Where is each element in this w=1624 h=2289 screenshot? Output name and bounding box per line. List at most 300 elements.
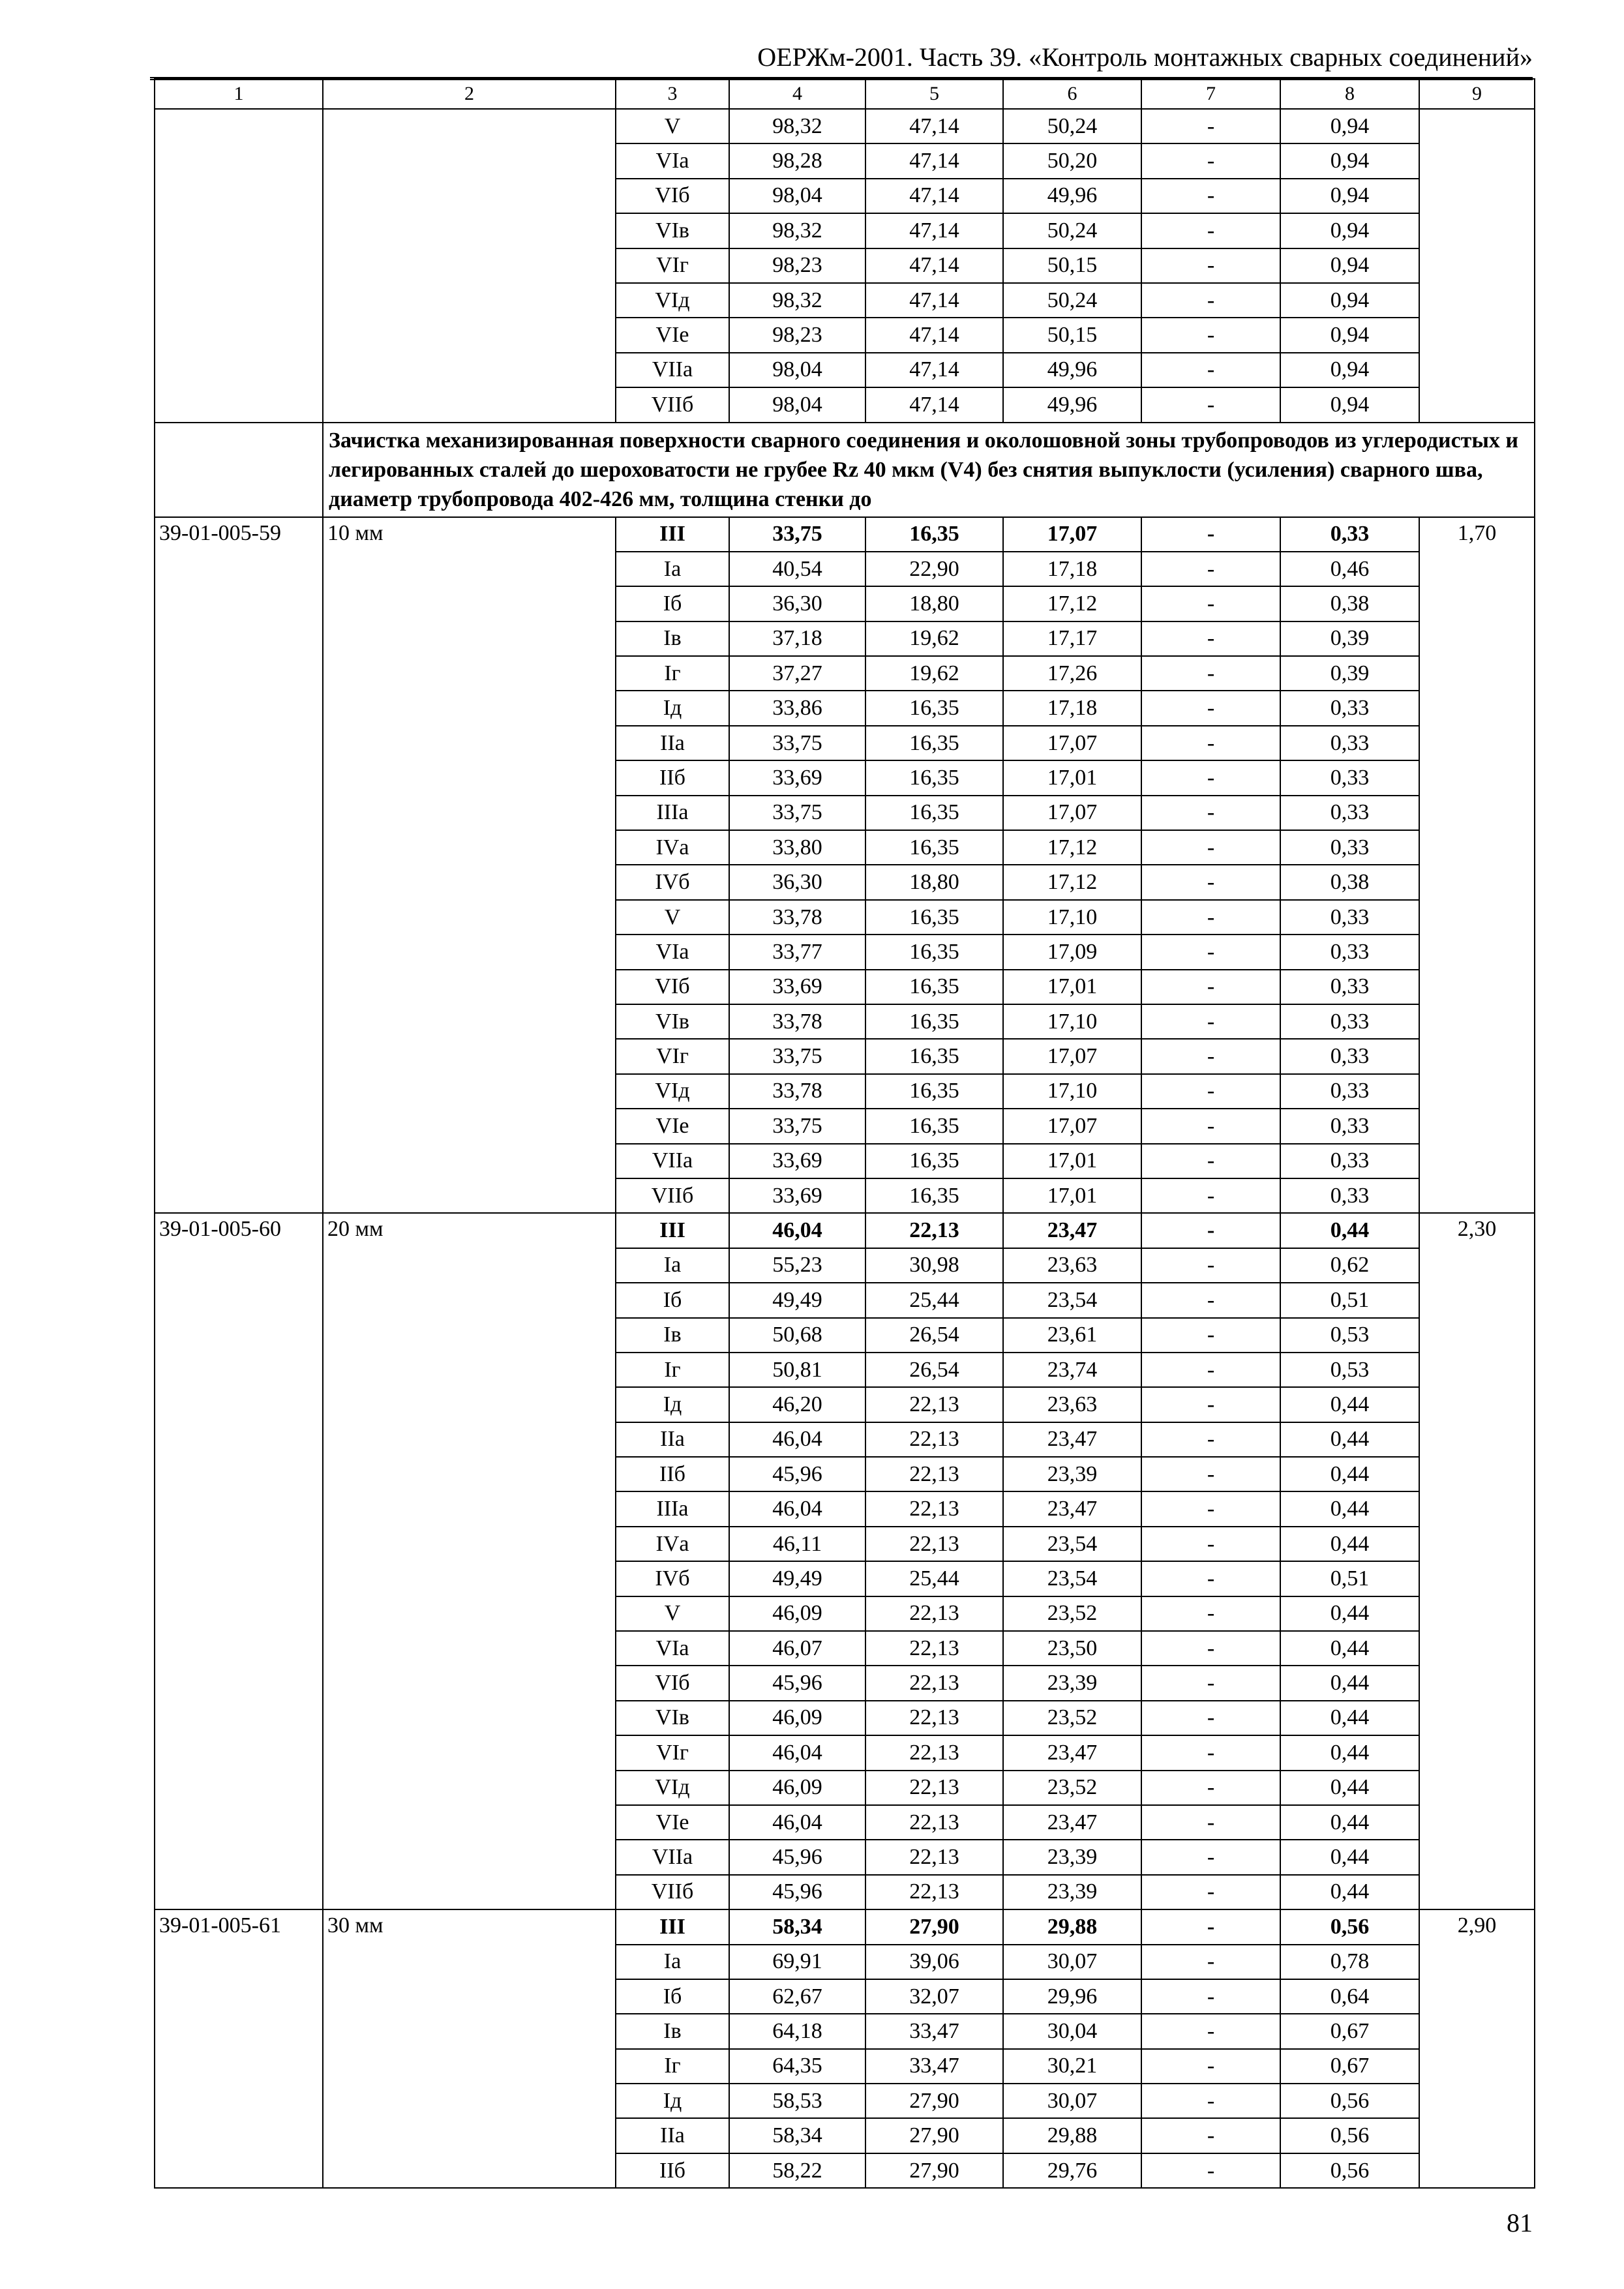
table-cell: III — [616, 1213, 729, 1248]
column-number: 9 — [1419, 79, 1535, 109]
table-cell: 0,33 — [1280, 760, 1419, 795]
table-cell: 49,49 — [729, 1561, 865, 1596]
table-cell: - — [1141, 1318, 1280, 1353]
table-cell: 27,90 — [865, 2118, 1003, 2153]
table-cell: - — [1141, 1283, 1280, 1317]
table-cell: - — [1141, 796, 1280, 830]
item-rate: 1,70 — [1419, 517, 1535, 1214]
table-cell: - — [1141, 1004, 1280, 1039]
table-cell: 33,75 — [729, 1039, 865, 1073]
table-cell: 36,30 — [729, 865, 865, 899]
table-cell: 46,07 — [729, 1631, 865, 1666]
table-cell: VIа — [616, 1631, 729, 1666]
table-cell: Iг — [616, 656, 729, 691]
table-cell: 46,04 — [729, 1491, 865, 1526]
table-cell: 29,76 — [1003, 2153, 1141, 2188]
table-cell: 0,33 — [1280, 970, 1419, 1004]
table-row — [155, 1213, 1535, 1248]
item-rate: 2,90 — [1419, 1909, 1535, 2188]
table-cell: 50,68 — [729, 1318, 865, 1353]
table-row — [155, 1909, 1535, 1944]
table-cell: 0,38 — [1280, 586, 1419, 621]
table-cell: - — [1141, 1248, 1280, 1283]
table-cell: 23,39 — [1003, 1457, 1141, 1491]
table-cell: 64,35 — [729, 2049, 865, 2084]
table-cell: VIв — [616, 1701, 729, 1735]
table-cell: 0,44 — [1280, 1701, 1419, 1735]
table-cell: - — [1141, 1596, 1280, 1631]
table-cell: 22,13 — [865, 1213, 1003, 1248]
table-cell: 50,15 — [1003, 318, 1141, 352]
table-cell: VIIб — [616, 387, 729, 422]
table-cell: 22,13 — [865, 1701, 1003, 1735]
table-cell: 0,64 — [1280, 1979, 1419, 2014]
table-cell: - — [1141, 760, 1280, 795]
table-cell: Iб — [616, 1283, 729, 1317]
table-cell: 17,01 — [1003, 760, 1141, 795]
table-cell: 17,01 — [1003, 970, 1141, 1004]
table-cell: 17,10 — [1003, 1004, 1141, 1039]
table-cell: 22,13 — [865, 1735, 1003, 1770]
table-cell: 49,96 — [1003, 179, 1141, 213]
table-cell: 0,94 — [1280, 213, 1419, 248]
table-cell: 98,23 — [729, 248, 865, 283]
table-cell: 23,47 — [1003, 1735, 1141, 1770]
item-code: 39-01-005-59 — [155, 517, 323, 1214]
table-cell: 22,13 — [865, 1631, 1003, 1666]
column-number-row — [155, 79, 1535, 109]
table-cell: Iв — [616, 1318, 729, 1353]
table-cell: IIб — [616, 1457, 729, 1491]
table-cell: 16,35 — [865, 1039, 1003, 1073]
item-size: 30 мм — [323, 1909, 616, 2188]
table-cell: - — [1141, 2049, 1280, 2084]
column-number: 4 — [729, 79, 865, 109]
table-cell: 17,12 — [1003, 830, 1141, 865]
table-cell: 33,78 — [729, 1004, 865, 1039]
table-cell: 23,47 — [1003, 1422, 1141, 1457]
table-cell: 16,35 — [865, 970, 1003, 1004]
table-cell: 33,77 — [729, 935, 865, 969]
table-cell: 62,67 — [729, 1979, 865, 2014]
table-cell: 0,44 — [1280, 1422, 1419, 1457]
column-number: 5 — [865, 79, 1003, 109]
table-cell: 0,94 — [1280, 283, 1419, 318]
table-cell: 0,33 — [1280, 830, 1419, 865]
table-cell: - — [1141, 656, 1280, 691]
table-cell: - — [1141, 1074, 1280, 1109]
section-title: Зачистка механизированная поверхности сварного соединения и околошовной зоны трубопроводов из углеродистых и легированных сталей до шероховатости не грубее Rz 40 мкм (V4) без снятия выпуклости (усиления) сварного шва, диаметр трубопровода 402-426 мм, толщина стенки до — [323, 423, 1535, 517]
table-cell: 23,63 — [1003, 1387, 1141, 1422]
table-cell: VIе — [616, 1805, 729, 1840]
table-cell: 0,33 — [1280, 726, 1419, 760]
table-cell: 22,13 — [865, 1596, 1003, 1631]
table-cell: 0,94 — [1280, 318, 1419, 352]
table-cell: 30,04 — [1003, 2014, 1141, 2048]
table-cell: 0,53 — [1280, 1318, 1419, 1353]
table-cell: 17,26 — [1003, 656, 1141, 691]
table-cell: 98,32 — [729, 109, 865, 143]
table-cell: 0,33 — [1280, 1144, 1419, 1178]
table-cell: - — [1141, 935, 1280, 969]
table-cell: 0,33 — [1280, 1074, 1419, 1109]
table-cell: 33,69 — [729, 970, 865, 1004]
table-cell: IVб — [616, 1561, 729, 1596]
table-cell: III — [616, 1909, 729, 1944]
table-cell: VIд — [616, 283, 729, 318]
table-cell: 0,44 — [1280, 1840, 1419, 1874]
table-cell: - — [1141, 970, 1280, 1004]
table-cell: 46,04 — [729, 1805, 865, 1840]
table-cell: - — [1141, 1422, 1280, 1457]
table-cell: 50,24 — [1003, 109, 1141, 143]
table-cell: 17,07 — [1003, 517, 1141, 552]
table-cell: VIе — [616, 318, 729, 352]
table-cell: VIб — [616, 1666, 729, 1700]
table-cell: 37,18 — [729, 621, 865, 656]
table-cell: Iд — [616, 1387, 729, 1422]
table-cell: 0,44 — [1280, 1666, 1419, 1700]
table-cell: 23,54 — [1003, 1527, 1141, 1561]
table-cell: Iд — [616, 691, 729, 725]
table-cell: 58,53 — [729, 2084, 865, 2118]
table-cell: V — [616, 1596, 729, 1631]
table-cell: 16,35 — [865, 691, 1003, 725]
table-cell: 55,23 — [729, 1248, 865, 1283]
table-cell: 16,35 — [865, 1004, 1003, 1039]
table-cell: V — [616, 900, 729, 935]
table-cell: 30,07 — [1003, 1945, 1141, 1979]
table-cell: 58,34 — [729, 1909, 865, 1944]
table-cell: III — [616, 517, 729, 552]
table-cell: 0,53 — [1280, 1353, 1419, 1387]
table-cell: - — [1141, 830, 1280, 865]
table-cell: 98,32 — [729, 283, 865, 318]
table-cell: 27,90 — [865, 2153, 1003, 2188]
column-number: 3 — [616, 79, 729, 109]
table-cell: 23,74 — [1003, 1353, 1141, 1387]
item-code: 39-01-005-61 — [155, 1909, 323, 2188]
table-cell: VIг — [616, 1735, 729, 1770]
table-cell: 0,94 — [1280, 109, 1419, 143]
table-cell: IIIа — [616, 1491, 729, 1526]
table-cell: 17,01 — [1003, 1144, 1141, 1178]
table-cell: 50,20 — [1003, 143, 1141, 178]
table-cell: 0,67 — [1280, 2014, 1419, 2048]
table-cell: - — [1141, 1805, 1280, 1840]
table-cell: 50,81 — [729, 1353, 865, 1387]
table-cell: V — [616, 109, 729, 143]
table-cell: 22,13 — [865, 1457, 1003, 1491]
table-cell: - — [1141, 248, 1280, 283]
table-row — [155, 517, 1535, 552]
table-cell: 17,10 — [1003, 900, 1141, 935]
table-cell: - — [1141, 1527, 1280, 1561]
table-cell: VIд — [616, 1771, 729, 1805]
table-row — [155, 109, 1535, 143]
table-cell: 33,75 — [729, 1109, 865, 1143]
table-cell: 98,04 — [729, 179, 865, 213]
table-cell: 0,44 — [1280, 1387, 1419, 1422]
table-cell: 0,46 — [1280, 552, 1419, 586]
table-cell: 46,04 — [729, 1735, 865, 1770]
table-cell: Iб — [616, 586, 729, 621]
item-code: 39-01-005-60 — [155, 1213, 323, 1909]
table-cell: - — [1141, 318, 1280, 352]
table-cell: VIIа — [616, 353, 729, 387]
table-cell: IIа — [616, 726, 729, 760]
table-cell: 0,44 — [1280, 1735, 1419, 1770]
table-cell: 26,54 — [865, 1318, 1003, 1353]
table-cell: 98,23 — [729, 318, 865, 352]
page-header: ОЕРЖм-2001. Часть 39. «Контроль монтажных сварных соединений» — [150, 38, 1533, 80]
table-cell: 30,98 — [865, 1248, 1003, 1283]
table-cell: 0,33 — [1280, 1109, 1419, 1143]
table-cell: 50,24 — [1003, 213, 1141, 248]
table-cell: IIIа — [616, 796, 729, 830]
table-cell: 0,94 — [1280, 387, 1419, 422]
table-cell: 17,01 — [1003, 1178, 1141, 1213]
table-cell: Iб — [616, 1979, 729, 2014]
table-cell: - — [1141, 1457, 1280, 1491]
table-cell: 25,44 — [865, 1561, 1003, 1596]
table-cell: 98,04 — [729, 387, 865, 422]
table-cell: 0,56 — [1280, 2153, 1419, 2188]
table-cell: 18,80 — [865, 865, 1003, 899]
table-cell: - — [1141, 586, 1280, 621]
table-cell: 22,13 — [865, 1491, 1003, 1526]
table-cell: 23,47 — [1003, 1491, 1141, 1526]
table-cell: - — [1141, 1039, 1280, 1073]
table-cell: - — [1141, 691, 1280, 725]
table-cell: 22,13 — [865, 1805, 1003, 1840]
blank-cell — [1419, 109, 1535, 423]
table-cell: 16,35 — [865, 900, 1003, 935]
table-cell: - — [1141, 353, 1280, 387]
table-cell: - — [1141, 1840, 1280, 1874]
table-cell: - — [1141, 726, 1280, 760]
item-size: 20 мм — [323, 1213, 616, 1909]
item-size: 10 мм — [323, 517, 616, 1214]
table-cell: 0,78 — [1280, 1945, 1419, 1979]
table-cell: IVб — [616, 865, 729, 899]
column-number: 7 — [1141, 79, 1280, 109]
table-cell: Iг — [616, 2049, 729, 2084]
table-cell: 69,91 — [729, 1945, 865, 1979]
table-cell: 33,47 — [865, 2014, 1003, 2048]
table-cell: - — [1141, 283, 1280, 318]
table-cell: 33,78 — [729, 1074, 865, 1109]
table-cell: 0,33 — [1280, 691, 1419, 725]
table-cell: 0,39 — [1280, 656, 1419, 691]
table-cell: 16,35 — [865, 1144, 1003, 1178]
table-cell: 33,69 — [729, 1144, 865, 1178]
table-cell: 50,15 — [1003, 248, 1141, 283]
table-cell: 18,80 — [865, 586, 1003, 621]
table-cell: 22,13 — [865, 1527, 1003, 1561]
table-cell: 0,38 — [1280, 865, 1419, 899]
table-cell: VIе — [616, 1109, 729, 1143]
table-cell: - — [1141, 1909, 1280, 1944]
table-cell: IVа — [616, 1527, 729, 1561]
table-cell: 16,35 — [865, 796, 1003, 830]
table-cell: 0,33 — [1280, 900, 1419, 935]
column-number: 6 — [1003, 79, 1141, 109]
table-cell: 17,07 — [1003, 1109, 1141, 1143]
table-cell: 23,63 — [1003, 1248, 1141, 1283]
table-cell: 47,14 — [865, 179, 1003, 213]
table-cell: 46,09 — [729, 1771, 865, 1805]
table-cell: IIа — [616, 2118, 729, 2153]
table-cell: - — [1141, 2084, 1280, 2118]
table-cell: 0,56 — [1280, 1909, 1419, 1944]
table-cell: - — [1141, 1631, 1280, 1666]
table-cell: 22,13 — [865, 1422, 1003, 1457]
table-cell: 49,49 — [729, 1283, 865, 1317]
table-cell: 0,67 — [1280, 2049, 1419, 2084]
item-rate: 2,30 — [1419, 1213, 1535, 1909]
table-cell: 23,61 — [1003, 1318, 1141, 1353]
table-cell: 19,62 — [865, 656, 1003, 691]
table-cell: - — [1141, 1735, 1280, 1770]
table-cell: 45,96 — [729, 1875, 865, 1909]
table-cell: 17,17 — [1003, 621, 1141, 656]
table-cell: 17,18 — [1003, 691, 1141, 725]
table-cell: 27,90 — [865, 2084, 1003, 2118]
table-cell: 23,47 — [1003, 1805, 1141, 1840]
table-cell: 33,78 — [729, 900, 865, 935]
table-cell: 16,35 — [865, 1109, 1003, 1143]
table-cell: 46,11 — [729, 1527, 865, 1561]
table-cell: - — [1141, 1178, 1280, 1213]
table-cell: Iв — [616, 2014, 729, 2048]
table-cell: 22,13 — [865, 1771, 1003, 1805]
table-cell: 47,14 — [865, 213, 1003, 248]
table-cell: 46,20 — [729, 1387, 865, 1422]
table-cell: Iг — [616, 1353, 729, 1387]
table-cell: 25,44 — [865, 1283, 1003, 1317]
table-cell: 30,07 — [1003, 2084, 1141, 2118]
table-cell: 23,52 — [1003, 1701, 1141, 1735]
table-cell: 0,44 — [1280, 1491, 1419, 1526]
table-cell: - — [1141, 1213, 1280, 1248]
table-cell: VIд — [616, 1074, 729, 1109]
table-cell: 16,35 — [865, 830, 1003, 865]
table-cell: 50,24 — [1003, 283, 1141, 318]
table-cell: 0,94 — [1280, 353, 1419, 387]
table-cell: 33,75 — [729, 726, 865, 760]
table-cell: VIа — [616, 143, 729, 178]
table-cell: 30,21 — [1003, 2049, 1141, 2084]
table-cell: 33,86 — [729, 691, 865, 725]
table-cell: - — [1141, 552, 1280, 586]
table-cell: 0,33 — [1280, 1004, 1419, 1039]
table-cell: 0,44 — [1280, 1596, 1419, 1631]
table-cell: 22,13 — [865, 1387, 1003, 1422]
table-cell: 33,75 — [729, 796, 865, 830]
table-cell: 40,54 — [729, 552, 865, 586]
table-cell: 16,35 — [865, 935, 1003, 969]
table-cell: VIа — [616, 935, 729, 969]
table-cell: 0,44 — [1280, 1805, 1419, 1840]
table-cell: 0,51 — [1280, 1283, 1419, 1317]
table-cell: VIIа — [616, 1840, 729, 1874]
table-cell: 0,44 — [1280, 1527, 1419, 1561]
table-cell: 0,51 — [1280, 1561, 1419, 1596]
table-cell: 39,06 — [865, 1945, 1003, 1979]
table-cell: - — [1141, 1701, 1280, 1735]
table-cell: Iа — [616, 1248, 729, 1283]
table-cell: - — [1141, 1875, 1280, 1909]
table-cell: - — [1141, 1109, 1280, 1143]
table-cell: VIг — [616, 1039, 729, 1073]
table-cell: - — [1141, 1771, 1280, 1805]
table-cell: - — [1141, 1491, 1280, 1526]
table-cell: 98,32 — [729, 213, 865, 248]
table-cell: 16,35 — [865, 760, 1003, 795]
table-cell: - — [1141, 143, 1280, 178]
table-cell: IIб — [616, 760, 729, 795]
table-cell: 0,33 — [1280, 935, 1419, 969]
table-cell: 0,94 — [1280, 248, 1419, 283]
table-cell: 17,07 — [1003, 1039, 1141, 1073]
table-cell: 46,09 — [729, 1596, 865, 1631]
table-cell: 16,35 — [865, 726, 1003, 760]
table-cell: 23,50 — [1003, 1631, 1141, 1666]
column-number: 2 — [323, 79, 616, 109]
page-number: 81 — [1507, 2208, 1533, 2237]
table-cell: 0,56 — [1280, 2118, 1419, 2153]
table-cell: 16,35 — [865, 1178, 1003, 1213]
table-cell: 49,96 — [1003, 387, 1141, 422]
table-cell: Iд — [616, 2084, 729, 2118]
table-cell: 17,18 — [1003, 552, 1141, 586]
table-cell: - — [1141, 109, 1280, 143]
table-cell: 0,44 — [1280, 1213, 1419, 1248]
table-cell: - — [1141, 1353, 1280, 1387]
table-cell: 45,96 — [729, 1457, 865, 1491]
table-cell: 46,09 — [729, 1701, 865, 1735]
table-cell: 22,13 — [865, 1840, 1003, 1874]
table-cell: 22,13 — [865, 1666, 1003, 1700]
table-cell: 0,44 — [1280, 1875, 1419, 1909]
table-cell: - — [1141, 900, 1280, 935]
table-cell: - — [1141, 1561, 1280, 1596]
table-cell: 23,47 — [1003, 1213, 1141, 1248]
table-cell: 47,14 — [865, 387, 1003, 422]
table-cell: 33,47 — [865, 2049, 1003, 2084]
table-cell: 23,39 — [1003, 1840, 1141, 1874]
table-cell: 49,96 — [1003, 353, 1141, 387]
table-cell: VIб — [616, 179, 729, 213]
table-cell: 0,44 — [1280, 1631, 1419, 1666]
table-cell: 0,33 — [1280, 1039, 1419, 1073]
table-cell: 17,12 — [1003, 865, 1141, 899]
table-cell: 17,09 — [1003, 935, 1141, 969]
table-cell: 46,04 — [729, 1422, 865, 1457]
table-cell: 36,30 — [729, 586, 865, 621]
table-cell: 26,54 — [865, 1353, 1003, 1387]
table-cell: 16,35 — [865, 517, 1003, 552]
table-cell: 23,54 — [1003, 1561, 1141, 1596]
table-cell: 47,14 — [865, 283, 1003, 318]
table-cell: IIа — [616, 1422, 729, 1457]
table-cell: 58,22 — [729, 2153, 865, 2188]
column-number: 1 — [155, 79, 323, 109]
table-cell: 47,14 — [865, 318, 1003, 352]
table-cell: - — [1141, 2118, 1280, 2153]
table-cell: - — [1141, 2153, 1280, 2188]
